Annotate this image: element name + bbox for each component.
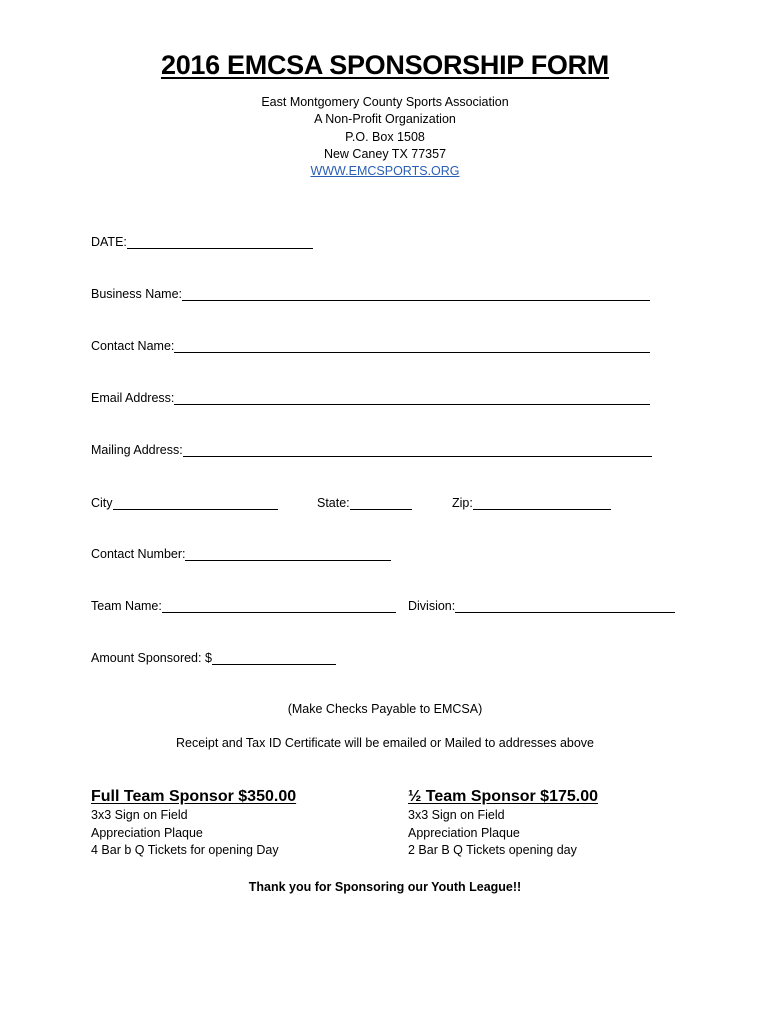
zip-input-line[interactable] — [473, 496, 611, 510]
org-website-link[interactable]: WWW.EMCSPORTS.ORG — [310, 164, 460, 179]
half-sponsor-benefit: 2 Bar B Q Tickets opening day — [408, 842, 577, 857]
full-sponsor-benefit: 4 Bar b Q Tickets for opening Day — [91, 842, 279, 857]
team-name-input-line[interactable] — [162, 599, 396, 613]
state-field — [317, 494, 412, 510]
email-address-label: Email Address: — [91, 391, 175, 405]
contact-name-field — [91, 337, 650, 353]
city-label: City — [91, 496, 113, 510]
email-address-input-line[interactable] — [174, 391, 650, 405]
division-input-line[interactable] — [455, 599, 675, 613]
business-name-label: Business Name: — [91, 287, 183, 301]
full-sponsor-benefit: Appreciation Plaque — [91, 825, 203, 840]
division-field — [408, 597, 675, 613]
checks-payable-note: (Make Checks Payable to EMCSA) — [287, 702, 483, 716]
team-name-label: Team Name: — [91, 599, 162, 613]
org-city-state-zip: New Caney TX 77357 — [323, 146, 447, 161]
email-address-field — [91, 389, 650, 405]
contact-name-input-line[interactable] — [174, 339, 650, 353]
team-name-field — [91, 597, 396, 613]
mailing-address-field — [91, 441, 652, 457]
mailing-address-input-line[interactable] — [183, 443, 652, 457]
full-sponsor-benefit: 3x3 Sign on Field — [91, 808, 188, 823]
city-field — [91, 494, 278, 510]
contact-number-input-line[interactable] — [185, 547, 391, 561]
org-po-box: P.O. Box 1508 — [345, 129, 425, 144]
thank-you-note: Thank you for Sponsoring our Youth League!! — [248, 880, 522, 894]
organization-info — [0, 94, 770, 180]
half-sponsor-benefit: Appreciation Plaque — [408, 825, 520, 840]
contact-number-label: Contact Number: — [91, 547, 186, 561]
business-name-input-line[interactable] — [182, 287, 650, 301]
amount-sponsored-label: Amount Sponsored: $ — [91, 651, 212, 665]
division-label: Division: — [408, 599, 456, 613]
half-team-sponsor-block — [408, 788, 598, 859]
amount-sponsored-field — [91, 649, 336, 665]
state-label: State: — [317, 496, 350, 510]
org-name: East Montgomery County Sports Association — [261, 95, 509, 109]
contact-name-label: Contact Name: — [91, 339, 175, 353]
zip-field — [452, 494, 611, 510]
business-name-field — [91, 285, 650, 301]
full-team-sponsor-title: Full Team Sponsor $350.00 — [91, 788, 297, 805]
receipt-note: Receipt and Tax ID Certificate will be emailed or Mailed to addresses above — [175, 736, 595, 750]
date-label: DATE: — [91, 235, 127, 249]
half-sponsor-benefit: 3x3 Sign on Field — [408, 808, 505, 823]
org-type: A Non-Profit Organization — [314, 112, 456, 127]
contact-number-field — [91, 545, 391, 561]
city-input-line[interactable] — [113, 496, 278, 510]
date-input-line[interactable] — [127, 235, 313, 249]
half-team-sponsor-title: ½ Team Sponsor $175.00 — [408, 788, 599, 805]
amount-sponsored-input-line[interactable] — [212, 651, 336, 665]
mailing-address-label: Mailing Address: — [91, 443, 183, 457]
full-team-sponsor-block — [91, 788, 296, 859]
date-field — [91, 233, 313, 249]
zip-label: Zip: — [452, 496, 473, 510]
form-title: 2016 EMCSA SPONSORSHIP FORM — [160, 50, 609, 80]
state-input-line[interactable] — [350, 496, 412, 510]
